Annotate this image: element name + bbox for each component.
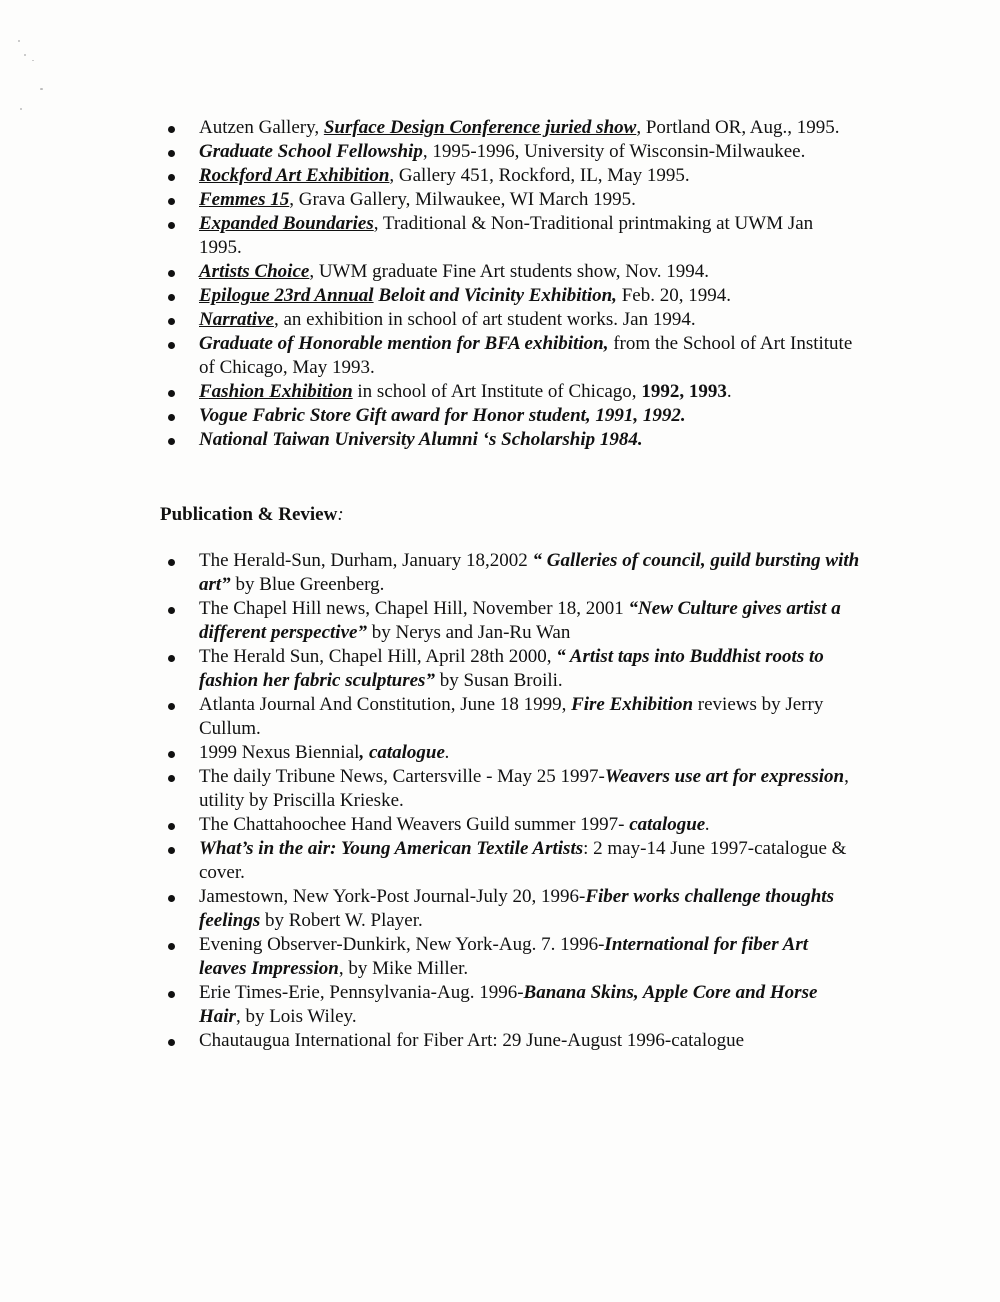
bullet-icon [168, 607, 175, 614]
publication-review-heading: Publication & Review: [160, 504, 344, 525]
list-item: Autzen Gallery, Surface Design Conference juried show, Portland OR, Aug., 1995. [160, 116, 860, 140]
list-item: 1999 Nexus Biennial, catalogue. [160, 741, 860, 765]
bullet-icon [168, 126, 175, 133]
bullet-icon [168, 414, 175, 421]
list-item: Expanded Boundaries, Traditional & Non-Traditional printmaking at UWM Jan 1995. [160, 212, 860, 260]
bullet-icon [168, 895, 175, 902]
bullet-icon [168, 270, 175, 277]
bullet-icon [168, 342, 175, 349]
bullet-icon [168, 655, 175, 662]
list-item: The Chapel Hill news, Chapel Hill, November 18, 2001 “New Culture gives artist a different perspective” by Nerys and Jan-Ru Wan [160, 597, 860, 645]
list-item: Rockford Art Exhibition, Gallery 451, Rockford, IL, May 1995. [160, 164, 860, 188]
bullet-icon [168, 438, 175, 445]
list-item: Vogue Fabric Store Gift award for Honor student, 1991, 1992. [160, 404, 860, 428]
bullet-icon [168, 222, 175, 229]
bullet-icon [168, 943, 175, 950]
bullet-icon [168, 823, 175, 830]
bullet-icon [168, 559, 175, 566]
list-item: The Herald Sun, Chapel Hill, April 28th 2000, “ Artist taps into Buddhist roots to fashion her fabric sculptures” by Susan Broili. [160, 645, 860, 693]
list-item: National Taiwan University Alumni ‘s Scholarship 1984. [160, 428, 860, 452]
bullet-icon [168, 847, 175, 854]
list-item: Jamestown, New York-Post Journal-July 20, 1996-Fiber works challenge thoughts feelings by Robert W. Player. [160, 885, 860, 933]
bullet-icon [168, 991, 175, 998]
list-item: Evening Observer-Dunkirk, New York-Aug. 7. 1996-International for fiber Art leaves Impression, by Mike Miller. [160, 933, 860, 981]
bullet-icon [168, 390, 175, 397]
bullet-icon [168, 318, 175, 325]
list-item: Artists Choice, UWM graduate Fine Art students show, Nov. 1994. [160, 260, 860, 284]
bullet-icon [168, 174, 175, 181]
list-item: Fashion Exhibition in school of Art Institute of Chicago, 1992, 1993. [160, 380, 860, 404]
bullet-icon [168, 1039, 175, 1046]
bullet-icon [168, 703, 175, 710]
exhibitions-awards-list [160, 116, 860, 452]
list-item: Graduate School Fellowship, 1995-1996, University of Wisconsin-Milwaukee. [160, 140, 860, 164]
bullet-icon [168, 775, 175, 782]
bullet-icon [168, 198, 175, 205]
list-item: Narrative, an exhibition in school of art student works. Jan 1994. [160, 308, 860, 332]
bullet-icon [168, 751, 175, 758]
scan-specks [10, 30, 50, 120]
bullet-icon [168, 150, 175, 157]
list-item: The Herald-Sun, Durham, January 18,2002 “ Galleries of council, guild bursting with art” by Blue Greenberg. [160, 549, 860, 597]
list-item: Atlanta Journal And Constitution, June 18 1999, Fire Exhibition reviews by Jerry Cullum. [160, 693, 860, 741]
list-item: Chautaugua International for Fiber Art: 29 June-August 1996-catalogue [160, 1029, 860, 1053]
list-item: The Chattahoochee Hand Weavers Guild summer 1997- catalogue. [160, 813, 860, 837]
list-item: Femmes 15, Grava Gallery, Milwaukee, WI March 1995. [160, 188, 860, 212]
list-item: Erie Times-Erie, Pennsylvania-Aug. 1996-Banana Skins, Apple Core and Horse Hair, by Lois Wiley. [160, 981, 860, 1029]
list-item: What’s in the air: Young American Textile Artists: 2 may-14 June 1997-catalogue & cover. [160, 837, 860, 885]
list-item: Epilogue 23rd Annual Beloit and Vicinity Exhibition, Feb. 20, 1994. [160, 284, 860, 308]
publications-list [160, 549, 860, 1053]
bullet-icon [168, 294, 175, 301]
list-item: Graduate of Honorable mention for BFA exhibition, from the School of Art Institute of Chicago, May 1993. [160, 332, 860, 380]
list-item: The daily Tribune News, Cartersville - May 25 1997-Weavers use art for expression, utility by Priscilla Krieske. [160, 765, 860, 813]
